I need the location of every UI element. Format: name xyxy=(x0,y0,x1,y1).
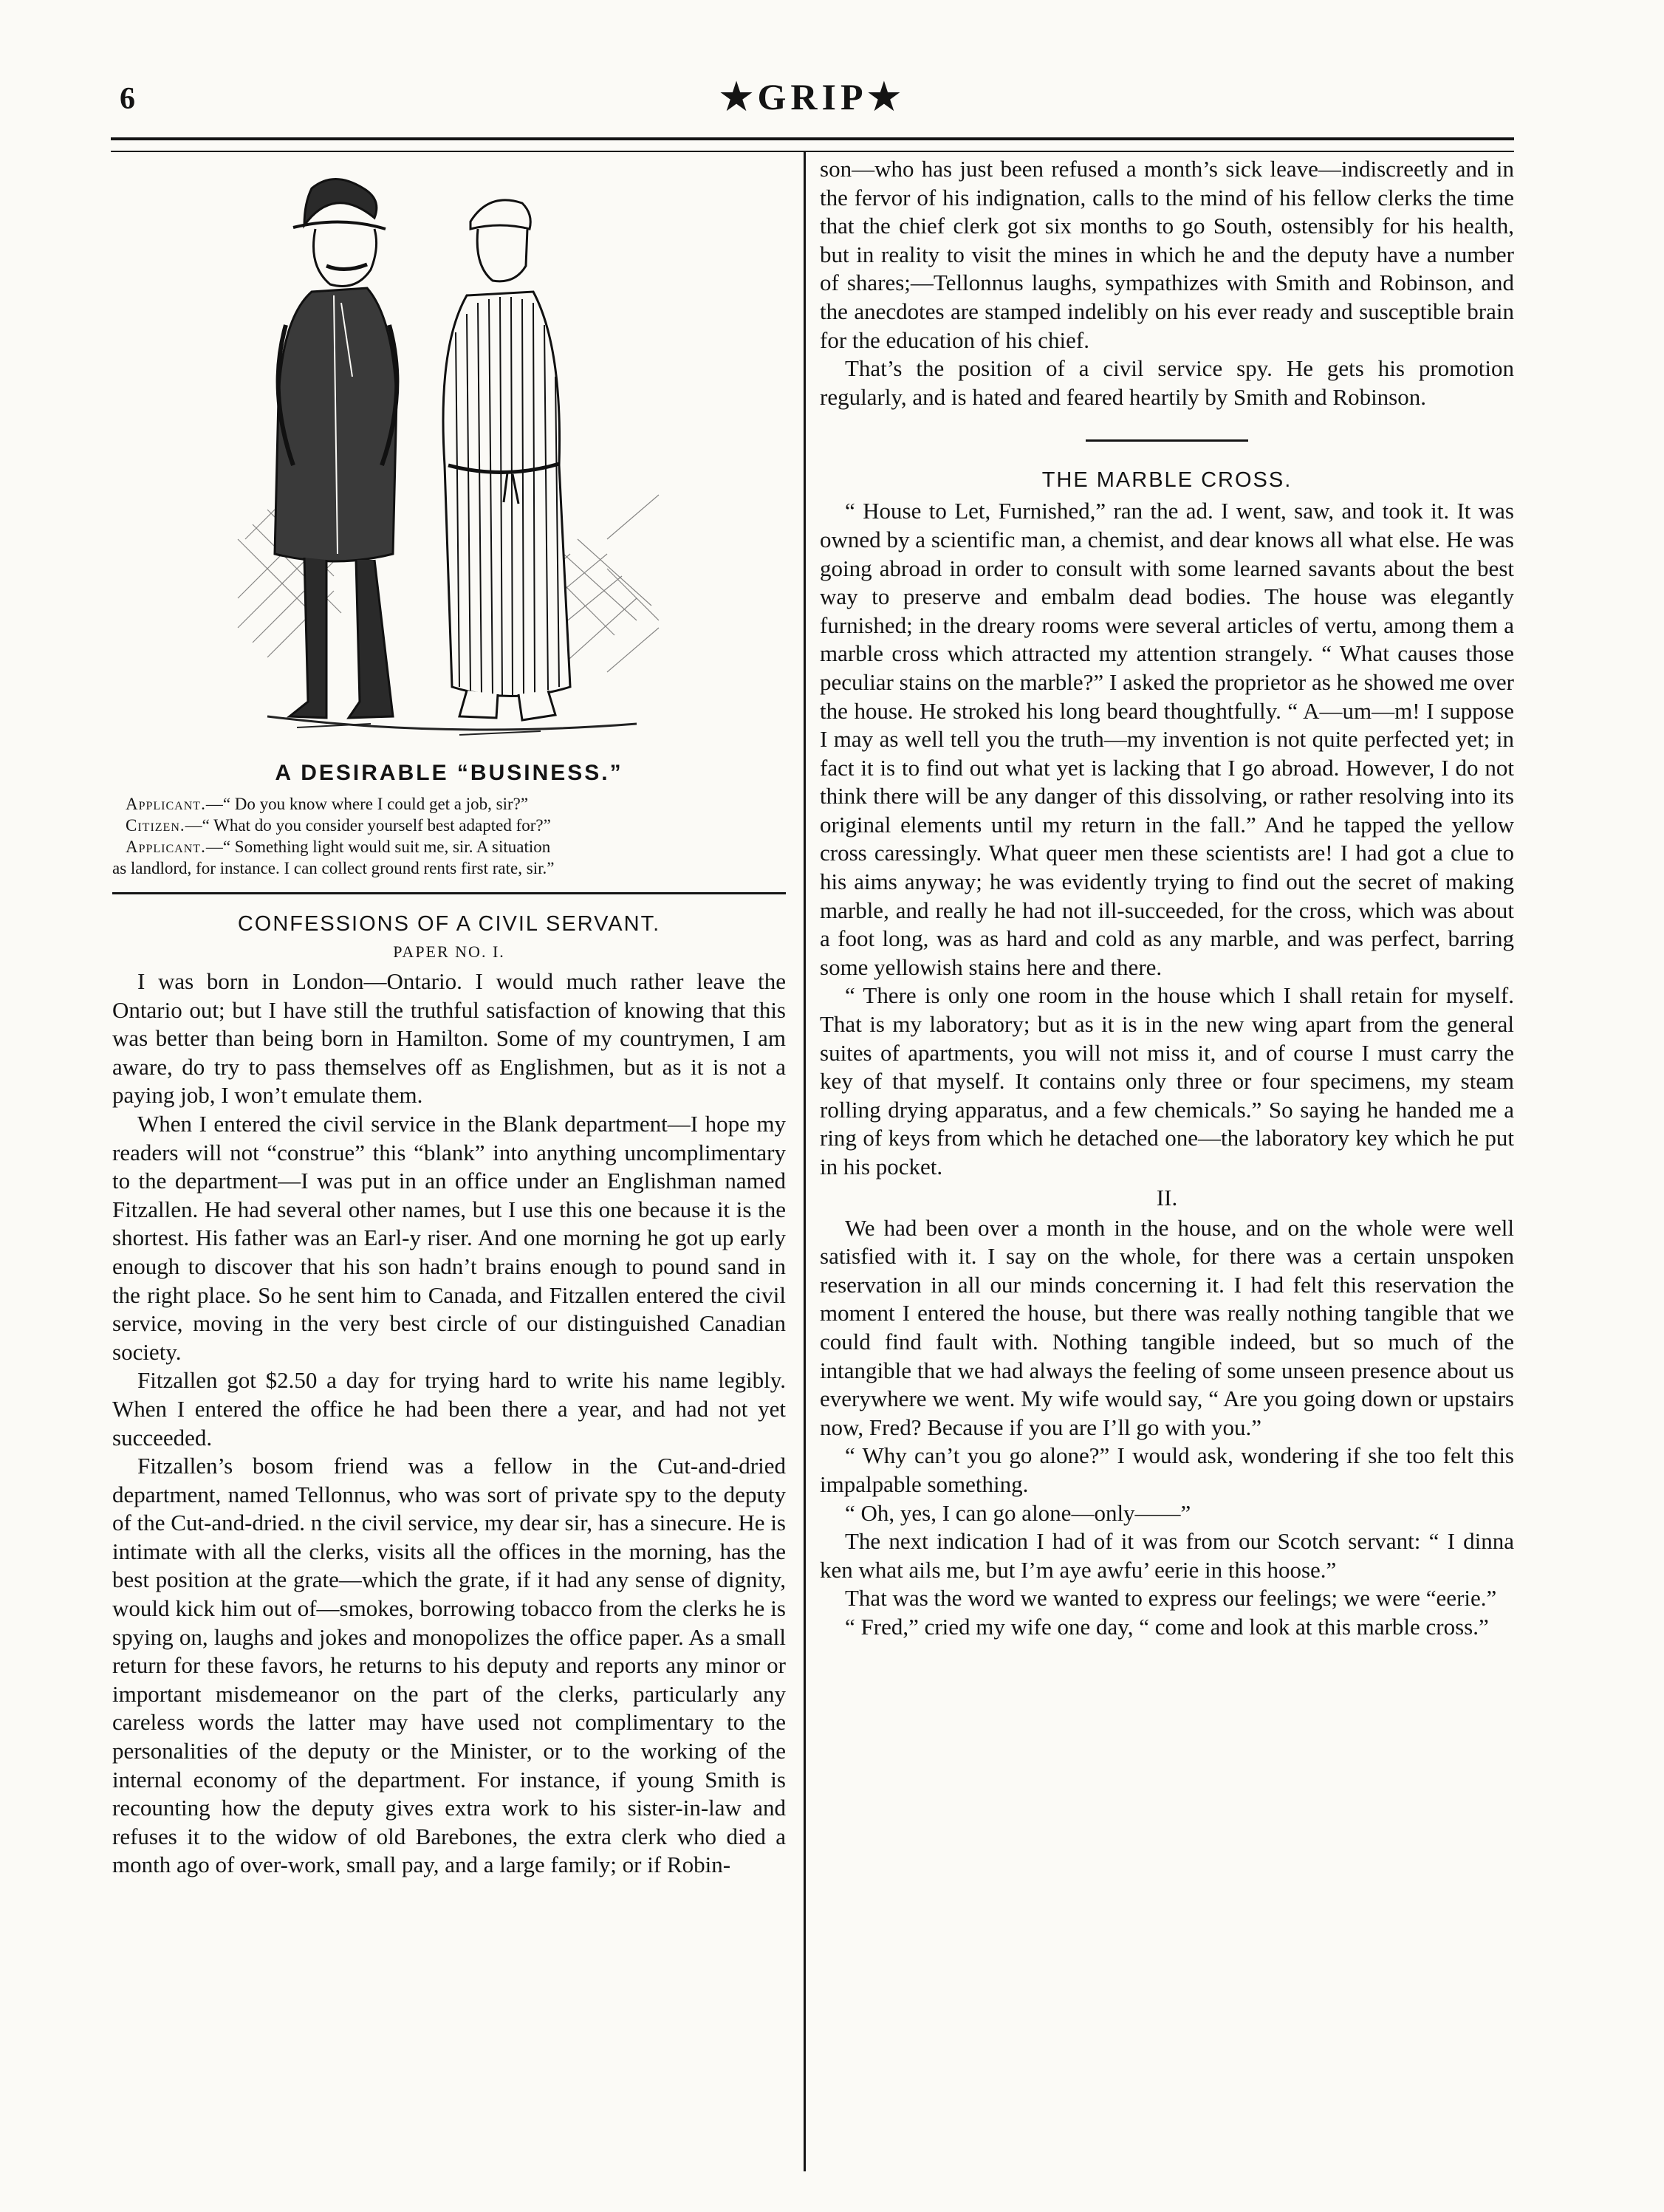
article-paragraph: That’s the position of a civil service spy. He gets his promotion regularly, and is hated and feared heartily by Smith and Robinson. xyxy=(820,355,1514,410)
cartoon-drawing xyxy=(223,155,681,753)
caption-line: as landlord, for instance. I can collect ground rents first rate, sir.” xyxy=(112,859,555,877)
cartoon-title: A DESIRABLE “BUSINESS.” xyxy=(275,761,623,785)
caption-line: Applicant.—“ Do you know where I could get a job, sir?” xyxy=(126,795,529,813)
article-paragraph: I was born in London—Ontario. I would much rather leave the Ontario out; but I have still the truthful satisfaction of knowing that this was better than being born in Hamilton. Some of my countrymen, I am aware, do try to pass themselves off as Englishmen, but as it is not a paying job, I won’t emulate them. xyxy=(112,968,786,1109)
column-divider xyxy=(804,151,806,2171)
article-paragraph: Fitzallen got $2.50 a day for trying hard to write his name legibly. When I entered the office he had been there a year, and had not yet succeeded. xyxy=(112,1367,786,1451)
left-column xyxy=(112,155,786,1880)
section-number: II. xyxy=(1156,1184,1178,1211)
article-paragraph: son—who has just been refused a month’s sick leave—indiscreetly and in the fervor of his indignation, calls to the mind of his fellow clerks the time that the chief clerk got six months to go South, ostensibly for his health, but in reality to visit the mines in which he and the deputy have a number of shares;—Tellonnus laughs, sympathizes with Smith and Robinson, and the anecdotes are stamped indelibly on his ever ready and susceptible brain for the education of his chief. xyxy=(820,156,1514,353)
section-rule xyxy=(1086,439,1248,442)
article-subtitle: PAPER NO. I. xyxy=(393,942,505,961)
article-paragraph: “ Oh, yes, I can go alone—only——” xyxy=(845,1499,1191,1526)
article-paragraph: The next indication I had of it was from our Scotch servant: “ I dinna ken what ails me, but I’m aye awfu’ eerie in this hoose.” xyxy=(820,1528,1514,1583)
article-title: CONFESSIONS OF A CIVIL SERVANT. xyxy=(237,912,661,936)
article-paragraph: We had been over a month in the house, and on the whole were well satisfied with it. I say on the whole, for there was a certain unspoken reservation in all our minds concerning it. I had felt this reservation the moment I entered the house, but there was really nothing tangible that we could find fault with. Nothing tangible indeed, but so much of the intangible that we had always the feeling of some unseen presence about us everywhere we went. My wife would say, “ Are you going down or upstairs now, Fred? Because if you are I’ll go with you.” xyxy=(820,1214,1514,1440)
article-paragraph: When I entered the civil service in the Blank department—I hope my readers will not “construe” this “blank” into anything uncomplimentary to the department—I was put in an office under an Englishman named Fitzallen. He had several other names, but I use this one because it is the shortest. His father was an Earl-y riser. And one morning he got up early enough to discover that his son hadn’t brains enough to pound sand in the right place. So he sent him to Canada, and Fitzallen entered the civil service, moving in the very best circle of our distinguished Canadian society. xyxy=(112,1110,786,1365)
cartoon-caption xyxy=(112,793,786,879)
header-rule xyxy=(111,137,1514,152)
right-column xyxy=(820,155,1514,1642)
article-paragraph: Fitzallen’s bosom friend was a fellow in the Cut-and-dried department, named Tellonnus, who was sort of private spy to the deputy of the Cut-and-dried. n the civil service, my dear sir, has a sinecure. He is intimate with all the clerks, visits all the offices in the morning, has the best position at the grate—which the grate, if it had any sense of dignity, would kick him out of—smokes, borrowing tobacco from the clerks he is spying on, laughs and jokes and monopolizes the office paper. As a small return for these favors, he returns to his deputy and reports any minor or important misdemeanor on the part of the clerks, particularly any careless words the latter may have used not complimentary to the personalities of the deputy or the Minister, or to the working of the internal economy of the department. For instance, if young Smith is recounting how the deputy gives extra work to his sister-in-law and refuses it to the widow of old Barebones, the extra clerk who died a month ago of over-work, small pay, and a large family; or if Robin- xyxy=(112,1453,786,1878)
section-rule xyxy=(112,892,786,894)
caption-line: Citizen.—“ What do you consider yourself best adapted for?” xyxy=(126,816,551,835)
article-paragraph: That was the word we wanted to express our feelings; we were “eerie.” xyxy=(845,1585,1497,1612)
cartoon-illustration xyxy=(112,155,786,761)
article-title: THE MARBLE CROSS. xyxy=(1041,468,1292,493)
article-paragraph: “ Why can’t you go alone?” I would ask, wondering if she too felt this impalpable something. xyxy=(820,1442,1514,1497)
masthead-title: ★GRIP★ xyxy=(719,76,905,117)
article-paragraph: “ There is only one room in the house which I shall retain for myself. That is my laboratory; but as it is in the new wing apart from the general suites of apartments, you will not miss it, and of course I must carry the key of that myself. It contains only three or four specimens, my steam rolling drying apparatus, and a few chemicals.” So saying he handed me a ring of keys from which he detached one—the laboratory key which he put in his pocket. xyxy=(820,982,1514,1179)
page-header xyxy=(111,75,1514,134)
article-paragraph: “ Fred,” cried my wife one day, “ come and look at this marble cross.” xyxy=(845,1613,1489,1640)
page-number: 6 xyxy=(120,82,135,116)
caption-line: Applicant.—“ Something light would suit me, sir. A situation xyxy=(126,838,551,856)
article-paragraph: “ House to Let, Furnished,” ran the ad. I went, saw, and took it. It was owned by a scientific man, a chemist, and dear knows all what else. He was going abroad in order to consult with some learned savants about the best way to preserve and embalm dead bodies. The house was elegantly furnished; in the dreary rooms were several articles of vertu, among them a marble cross which attracted my attention strangely. “ What causes those peculiar stains on the marble?” I asked the proprietor as he showed me over the house. He stroked his long beard thoughtfully. “ A—um—m! I suppose I may as well tell you the truth—my invention is not quite perfected yet; in fact it is to find out what yet is lacking that I go abroad. However, I do not think there will be any danger of this dissolving, or rather resolving into its original elements until my return in the fall.” And he tapped the yellow cross caressingly. What queer men these scientists are! I had got a clue to his aims anyway; he was evidently trying to find out the secret of making marble, and really he had not ill-succeeded, for the cross, which was about a foot long, was as hard and cold as any marble, and was perfect, barring some yellowish stains here and there. xyxy=(820,498,1514,980)
